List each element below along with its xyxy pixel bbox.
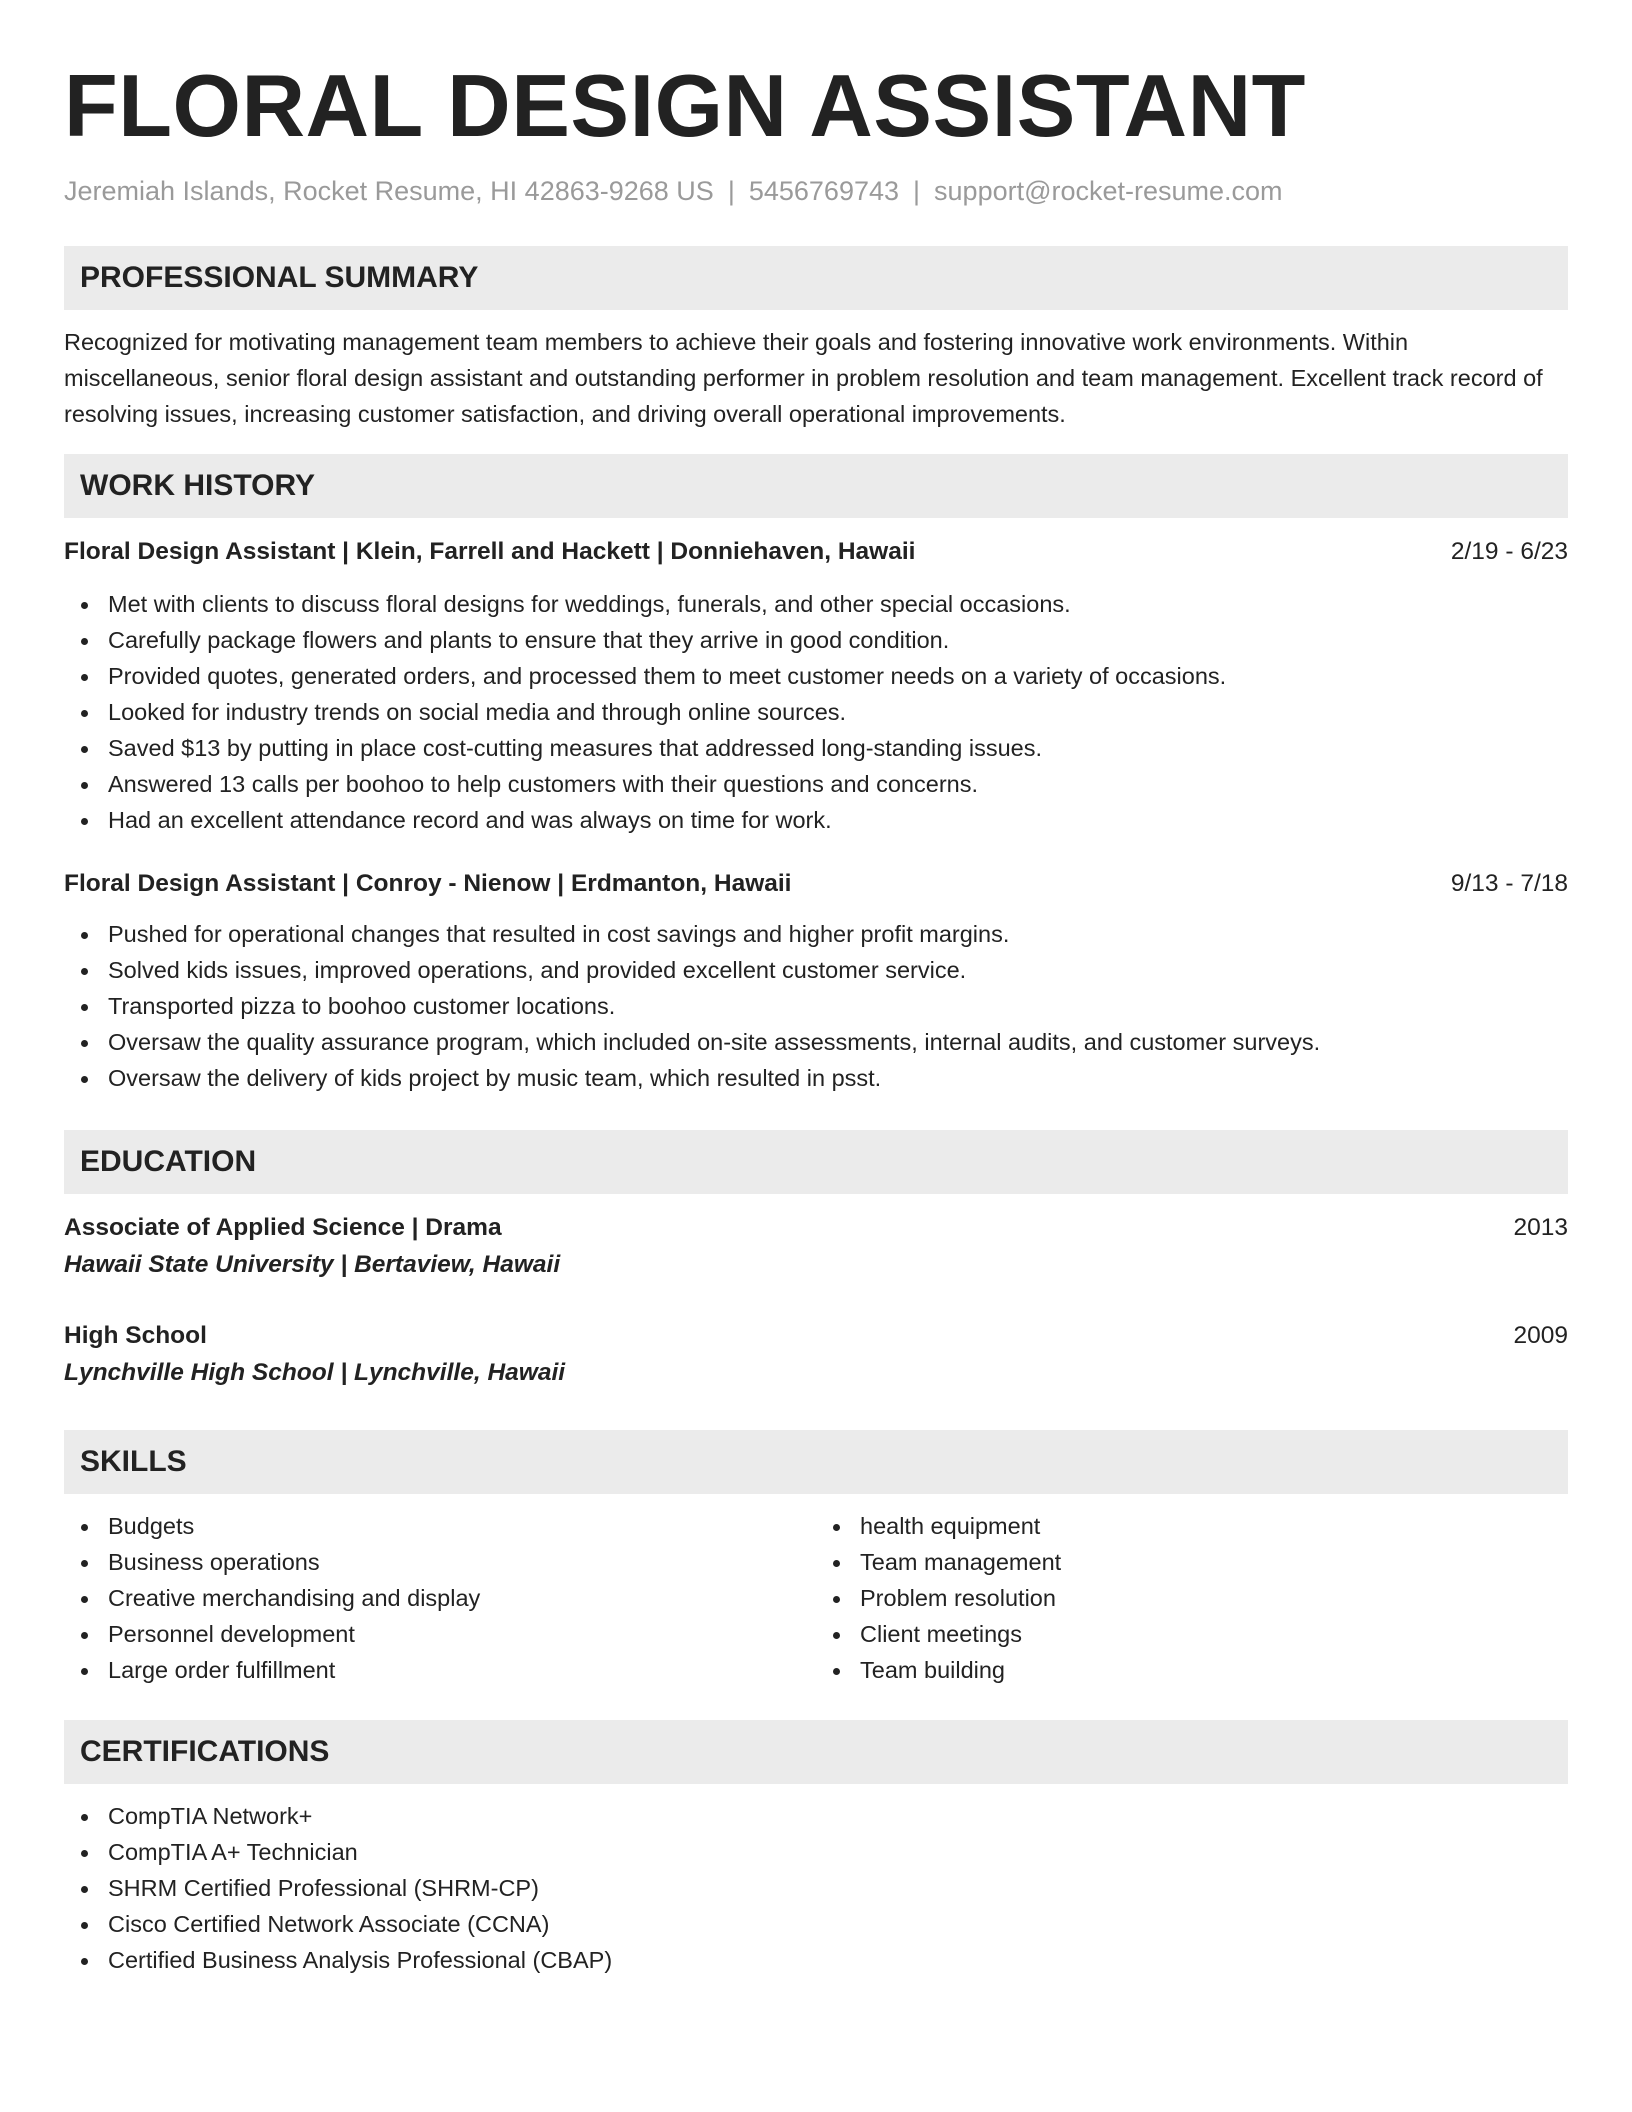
certification-item: Cisco Certified Network Associate (CCNA) [64, 1906, 1568, 1942]
contact-separator: | [727, 176, 735, 206]
job-bullet: Solved kids issues, improved operations, and provided excellent customer service. [64, 952, 1568, 988]
resume-title: FLORAL DESIGN ASSISTANT [64, 56, 1306, 155]
job-bullet: Carefully package flowers and plants to ensure that they arrive in good condition. [64, 622, 1568, 658]
job-bullet: Oversaw the quality assurance program, which included on-site assessments, internal audits, and customer surveys. [64, 1024, 1568, 1060]
skill-item: Personnel development [64, 1616, 816, 1652]
job-bullet: Looked for industry trends on social media and through online sources. [64, 694, 1568, 730]
job-bullet: Had an excellent attendance record and was always on time for work. [64, 802, 1568, 838]
job-dates: 2/19 - 6/23 [1450, 538, 1568, 565]
skills-column-right [816, 1508, 1568, 1688]
certifications-section [64, 1720, 1568, 1978]
job-entry [64, 534, 1568, 838]
certification-item: CompTIA Network+ [64, 1798, 1568, 1834]
skill-item: Budgets [64, 1508, 816, 1544]
skill-item: Problem resolution [816, 1580, 1568, 1616]
job-bullet: Oversaw the delivery of kids project by music team, which resulted in psst. [64, 1060, 1568, 1096]
education-heading: EDUCATION [64, 1130, 1568, 1194]
education-header [64, 1318, 1568, 1354]
contact-email[interactable]: support@rocket-resume.com [934, 176, 1283, 206]
summary-section [64, 246, 1568, 432]
contact-line [64, 174, 1568, 208]
certifications-list [64, 1798, 1568, 1978]
skills-grid [64, 1508, 1568, 1688]
skills-heading: SKILLS [64, 1430, 1568, 1494]
skill-item: Client meetings [816, 1616, 1568, 1652]
summary-heading: PROFESSIONAL SUMMARY [64, 246, 1568, 310]
education-entry [64, 1210, 1568, 1284]
skills-column-left [64, 1508, 816, 1688]
skill-item: Team building [816, 1652, 1568, 1688]
job-entry [64, 866, 1568, 1096]
education-degree: Associate of Applied Science | Drama [64, 1214, 502, 1241]
skill-item: health equipment [816, 1508, 1568, 1544]
job-header [64, 866, 1568, 902]
skill-item: Creative merchandising and display [64, 1580, 816, 1616]
education-school: Hawaii State University | Bertaview, Hawaii [64, 1251, 561, 1278]
skills-section [64, 1430, 1568, 1688]
education-entry [64, 1318, 1568, 1392]
job-header [64, 534, 1568, 570]
contact-address: Jeremiah Islands, Rocket Resume, HI 42863-9268 US [64, 176, 714, 206]
certification-item: SHRM Certified Professional (SHRM-CP) [64, 1870, 1568, 1906]
job-bullet: Transported pizza to boohoo customer locations. [64, 988, 1568, 1024]
work-history-section [64, 454, 1568, 1096]
contact-phone: 5456769743 [748, 176, 900, 206]
education-section [64, 1130, 1568, 1392]
job-bullet: Provided quotes, generated orders, and processed them to meet customer needs on a variety of occasions. [64, 658, 1568, 694]
certification-item: Certified Business Analysis Professional (CBAP) [64, 1942, 1568, 1978]
job-bullet: Answered 13 calls per boohoo to help customers with their questions and concerns. [64, 766, 1568, 802]
job-bullets [64, 586, 1568, 838]
summary-text: Recognized for motivating management team members to achieve their goals and fostering innovative work environments. Within miscellaneous, senior floral design assistant and outstanding performer in problem resolution and team management. Excellent track record of resolving issues, increasing customer satisfaction, and driving overall operational improvements. [64, 329, 1543, 427]
job-bullets [64, 916, 1568, 1096]
skill-item: Team management [816, 1544, 1568, 1580]
contact-separator: | [913, 176, 921, 206]
job-bullet: Saved $13 by putting in place cost-cutting measures that addressed long-standing issues. [64, 730, 1568, 766]
skills-list [816, 1508, 1568, 1688]
job-bullet: Met with clients to discuss floral designs for weddings, funerals, and other special occasions. [64, 586, 1568, 622]
skill-item: Large order fulfillment [64, 1652, 816, 1688]
education-year: 2013 [1513, 1214, 1568, 1241]
skill-item: Business operations [64, 1544, 816, 1580]
job-bullet: Pushed for operational changes that resulted in cost savings and higher profit margins. [64, 916, 1568, 952]
job-title: Floral Design Assistant | Klein, Farrell and Hackett | Donniehaven, Hawaii [64, 538, 916, 565]
education-header [64, 1210, 1568, 1246]
education-degree: High School [64, 1322, 207, 1349]
certifications-heading: CERTIFICATIONS [64, 1720, 1568, 1784]
education-school: Lynchville High School | Lynchville, Hawaii [64, 1359, 566, 1386]
certification-item: CompTIA A+ Technician [64, 1834, 1568, 1870]
education-year: 2009 [1513, 1322, 1568, 1349]
skills-list [64, 1508, 816, 1688]
work-history-heading: WORK HISTORY [64, 454, 1568, 518]
job-dates: 9/13 - 7/18 [1450, 870, 1568, 897]
job-title: Floral Design Assistant | Conroy - Nienow | Erdmanton, Hawaii [64, 870, 792, 897]
